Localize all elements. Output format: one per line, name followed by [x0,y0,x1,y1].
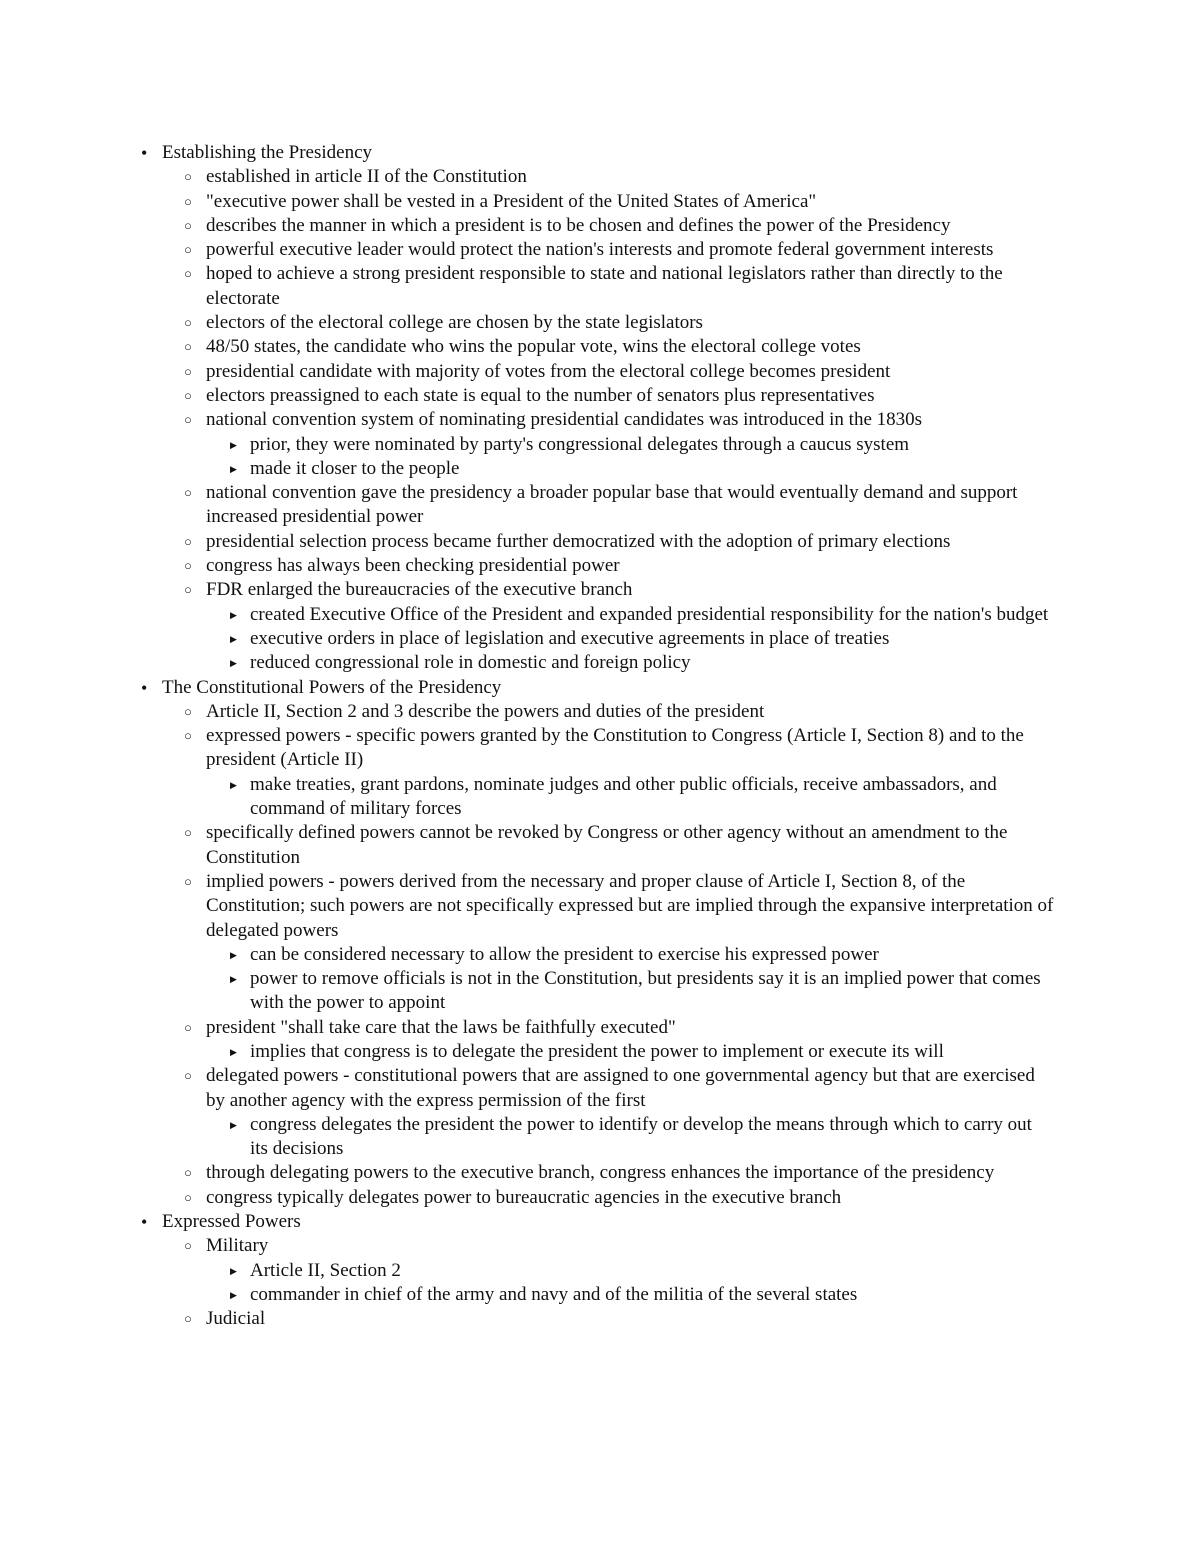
bullet-triangle-icon: ▶ [230,658,237,669]
sub-list-item [0,627,1050,651]
bullet-disc-icon: • [141,677,148,698]
bullet-triangle-icon: ▶ [230,1046,237,1057]
item-text: created Executive Office of the President and expanded presidential responsibility for the nation's budget [250,603,1049,625]
bullet-circle-icon: ○ [184,1311,192,1327]
item-text: can be considered necessary to allow the president to exercise his expressed power [250,943,879,965]
bullet-disc-icon: • [141,1212,148,1233]
bullet-triangle-icon: ▶ [230,974,237,985]
list-item [0,821,1056,870]
list-item [0,408,1056,432]
sub-list-item [0,651,1050,675]
bullet-circle-icon: ○ [184,728,192,744]
bullet-circle-icon: ○ [184,1189,192,1205]
bullet-triangle-icon: ▶ [230,609,237,620]
bullet-triangle-icon: ▶ [230,633,237,644]
item-text: established in article II of the Constitution [206,166,527,188]
bullet-circle-icon: ○ [184,339,192,355]
item-text: Article II, Section 2 [250,1259,401,1281]
list-item [0,870,1056,943]
bullet-circle-icon: ○ [184,315,192,331]
section-bullet [0,676,1062,700]
item-text: 48/50 states, the candidate who wins the popular vote, wins the electoral college votes [206,336,861,358]
bullet-circle-icon: ○ [184,217,192,233]
list-item [0,578,1056,602]
item-text: The Constitutional Powers of the Presidency [162,676,502,698]
item-text: national convention system of nominating presidential candidates was introduced in the 1830s [206,409,923,431]
item-text: FDR enlarged the bureaucracies of the executive branch [206,579,633,601]
list-item [0,262,1056,311]
bullet-circle-icon: ○ [184,387,192,403]
section-bullet [0,1210,1062,1234]
bullet-circle-icon: ○ [184,363,192,379]
item-text: make treaties, grant pardons, nominate judges and other public officials, receive ambassadors, and command of military forces [250,773,997,820]
outline-list [0,141,1200,1332]
sub-list-item [0,967,1050,1016]
list-item [0,554,1056,578]
item-text: specifically defined powers cannot be revoked by Congress or other agency without an amendment to the Constitution [206,822,1008,868]
item-text: hoped to achieve a strong president responsible to state and national legislators rather than directly to the electorate [206,263,1003,309]
bullet-circle-icon: ○ [184,266,192,282]
item-text: powerful executive leader would protect the nation's interests and promote federal government interests [206,239,994,261]
section-bullet [0,141,1062,165]
sub-list-item [0,1283,1050,1307]
bullet-circle-icon: ○ [184,533,192,549]
item-text: Establishing the Presidency [162,142,373,163]
item-text: national convention gave the presidency a broader popular base that would eventually demand and support increased presidential power [206,482,1018,528]
list-item [0,311,1056,335]
list-item [0,1064,1056,1113]
bullet-triangle-icon: ▶ [230,463,237,474]
item-text: congress delegates the president the power to identify or develop the means through which to carry out its decisions [250,1113,1032,1160]
item-text: Judicial [206,1308,266,1330]
sub-list-item [0,457,1050,481]
bullet-circle-icon: ○ [184,193,192,209]
item-text: reduced congressional role in domestic and foreign policy [250,652,691,674]
list-item [0,335,1056,359]
bullet-circle-icon: ○ [184,825,192,841]
item-text: executive orders in place of legislation and executive agreements in place of treaties [250,627,890,649]
item-text: power to remove officials is not in the Constitution, but presidents say it is an implied power that comes with the power to appoint [250,968,1041,1014]
bullet-circle-icon: ○ [184,703,192,719]
list-item [0,1234,1056,1258]
bullet-circle-icon: ○ [184,1165,192,1181]
notes-document [0,141,1200,1332]
bullet-circle-icon: ○ [184,582,192,598]
sub-list-item [0,943,1050,967]
list-item [0,238,1056,262]
item-text: implies that congress is to delegate the president the power to implement or execute its will [250,1040,944,1062]
list-item [0,700,1056,724]
bullet-circle-icon: ○ [184,1068,192,1084]
list-item [0,481,1056,530]
list-item [0,1016,1056,1040]
sub-list-item [0,1040,1050,1064]
bullet-circle-icon: ○ [184,1238,192,1254]
item-text: congress typically delegates power to bureaucratic agencies in the executive branch [206,1186,842,1208]
list-item [0,165,1056,189]
item-text: prior, they were nominated by party's congressional delegates through a caucus system [250,433,910,455]
item-text: implied powers - powers derived from the necessary and proper clause of Article I, Section 8, of the Constitution; such powers are not specifically expressed but are implied through the expansive interpretation of delegated powers [206,870,1054,941]
bullet-triangle-icon: ▶ [230,439,237,450]
list-item [0,530,1056,554]
list-item [0,384,1056,408]
sub-list-item [0,773,1050,822]
bullet-circle-icon: ○ [184,873,192,889]
list-item [0,190,1056,214]
bullet-circle-icon: ○ [184,169,192,185]
bullet-triangle-icon: ▶ [230,779,237,790]
bullet-circle-icon: ○ [184,412,192,428]
bullet-circle-icon: ○ [184,558,192,574]
list-item [0,214,1056,238]
list-item [0,1161,1056,1185]
sub-list-item [0,1113,1050,1162]
item-text: presidential selection process became further democratized with the adoption of primary elections [206,530,951,552]
bullet-triangle-icon: ▶ [230,1119,237,1130]
item-text: Article II, Section 2 and 3 describe the powers and duties of the president [206,700,765,722]
item-text: through delegating powers to the executive branch, congress enhances the importance of the presidency [206,1162,995,1184]
item-text: president "shall take care that the laws be faithfully executed" [206,1016,676,1038]
bullet-circle-icon: ○ [184,1019,192,1035]
item-text: Expressed Powers [162,1211,301,1233]
list-item [0,360,1056,384]
bullet-triangle-icon: ▶ [230,1265,237,1276]
list-item [0,1186,1056,1210]
bullet-circle-icon: ○ [184,242,192,258]
bullet-triangle-icon: ▶ [230,1289,237,1300]
bullet-triangle-icon: ▶ [230,949,237,960]
item-text: commander in chief of the army and navy and of the militia of the several states [250,1283,858,1305]
item-text: made it closer to the people [250,457,460,479]
item-text: Military [206,1235,269,1257]
item-text: "executive power shall be vested in a President of the United States of America" [206,190,817,212]
bullet-circle-icon: ○ [184,485,192,501]
item-text: electors of the electoral college are chosen by the state legislators [206,312,703,334]
item-text: electors preassigned to each state is equal to the number of senators plus representatives [206,384,875,406]
sub-list-item [0,603,1050,627]
sub-list-item [0,1259,1050,1283]
item-text: expressed powers - specific powers granted by the Constitution to Congress (Article I, Section 8) and to the president (Article II) [206,725,1024,771]
item-text: describes the manner in which a president is to be chosen and defines the power of the Presidency [206,214,951,236]
list-item [0,724,1056,773]
item-text: presidential candidate with majority of votes from the electoral college becomes president [206,360,891,382]
sub-list-item [0,433,1050,457]
list-item [0,1307,1056,1331]
item-text: congress has always been checking presidential power [206,555,620,577]
item-text: delegated powers - constitutional powers that are assigned to one governmental agency but that are exercised by another agency with the express permission of the first [206,1065,1035,1111]
bullet-disc-icon: • [141,143,148,163]
